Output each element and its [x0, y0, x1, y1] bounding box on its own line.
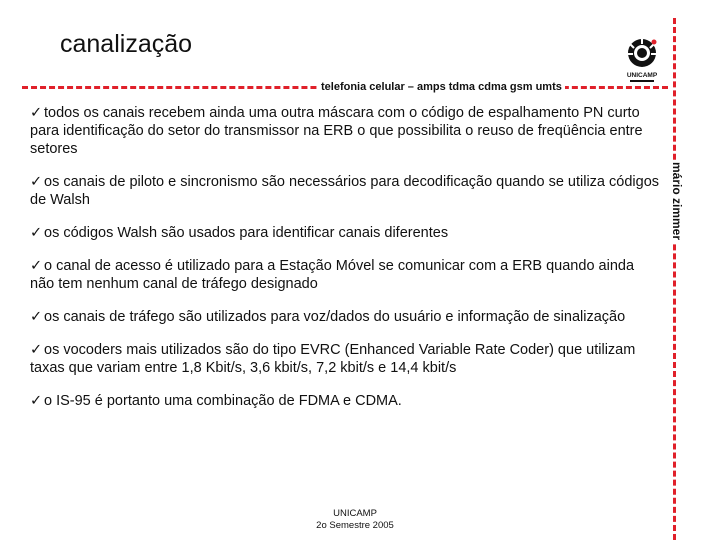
bullet-item — [30, 104, 660, 158]
bullet-text: os códigos Walsh são usados para identificar canais diferentes — [44, 225, 449, 241]
side-divider — [673, 18, 676, 540]
checkmark-icon: ✓ — [30, 342, 43, 358]
checkmark-icon: ✓ — [30, 393, 43, 409]
bullet-item — [30, 173, 660, 209]
logo-emblem-icon — [627, 38, 657, 67]
logo-text: UNICAMP — [626, 72, 658, 79]
bullet-text: os canais de piloto e sincronismo são necessários para decodificação quando se utiliza códigos de Walsh — [30, 174, 660, 208]
bullet-text: todos os canais recebem ainda uma outra máscara com o código de espalhamento PN curto para identificação do setor do transmissor na ERB o que possibilita o reuso de freqüência entre setores — [30, 105, 643, 157]
checkmark-icon: ✓ — [30, 105, 43, 121]
slide-footer — [300, 508, 410, 532]
bullet-text: os vocoders mais utilizados são do tipo EVRC (Enhanced Variable Rate Coder) que utilizam taxas que variam entre 1,8 Kbit/s, 3,6 kbit/s, 7,2 kbit/s e 14,4 kbit/s — [30, 342, 636, 376]
footer-semester: 2o Semestre 2005 — [316, 520, 394, 531]
bullet-list — [30, 104, 660, 425]
author-label: mário zimmer — [670, 162, 684, 241]
bullet-text: o IS-95 é portanto uma combinação de FDMA e CDMA. — [44, 393, 402, 409]
bullet-item — [30, 392, 660, 410]
checkmark-icon: ✓ — [30, 225, 43, 241]
bullet-item — [30, 341, 660, 377]
bullet-item — [30, 308, 660, 326]
bullet-item — [30, 224, 660, 242]
bullet-text: os canais de tráfego são utilizados para voz/dados do usuário e informação de sinalização — [44, 309, 626, 325]
bullet-text: o canal de acesso é utilizado para a Estação Móvel se comunicar com a ERB quando ainda não tem nenhum canal de tráfego designado — [30, 258, 635, 292]
unicamp-logo — [622, 36, 662, 84]
footer-institution: UNICAMP — [333, 508, 377, 519]
bullet-item — [30, 257, 660, 293]
checkmark-icon: ✓ — [30, 309, 43, 325]
checkmark-icon: ✓ — [30, 174, 43, 190]
slide-subtitle: telefonia celular – amps tdma cdma gsm umts — [318, 81, 565, 93]
slide-title: canalização — [60, 30, 193, 58]
checkmark-icon: ✓ — [30, 258, 43, 274]
